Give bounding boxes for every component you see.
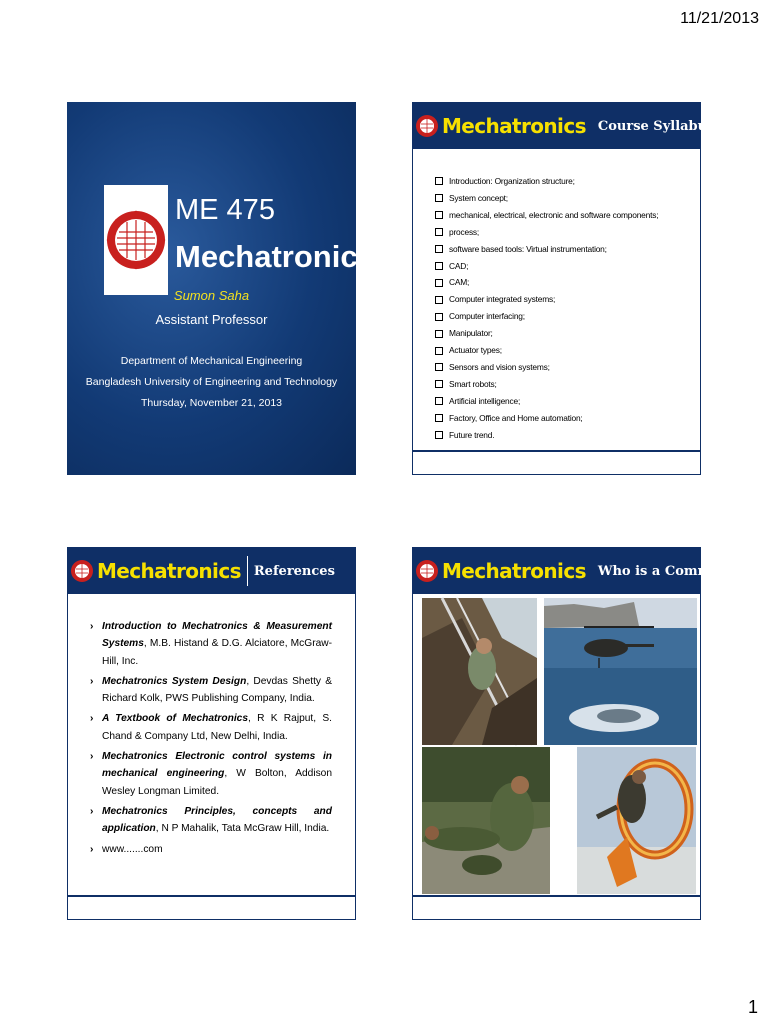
header-brand: Mechatronics xyxy=(97,559,241,583)
list-item: Factory, Office and Home automation; xyxy=(435,410,658,427)
photo-soldiers-crawling xyxy=(422,747,550,894)
list-item: CAM; xyxy=(435,274,658,291)
reference-item: › www.......com xyxy=(90,841,332,858)
references-slide xyxy=(67,547,356,920)
title-slide xyxy=(67,102,375,475)
university: Bangladesh University of Engineering and Technology xyxy=(85,376,338,388)
list-item: Manipulator; xyxy=(435,325,658,342)
buet-logo-icon xyxy=(415,107,439,145)
slide-title: Who is a Commando? xyxy=(597,563,755,579)
slide-title: References xyxy=(253,563,335,579)
course-code: ME 475 xyxy=(175,194,275,226)
chevron-right-icon: › xyxy=(90,751,94,763)
syllabus-list xyxy=(435,173,658,444)
header-divider xyxy=(247,556,248,586)
syllabus-slide xyxy=(412,102,715,475)
checkbox-bullet-icon xyxy=(435,330,443,338)
slide-footer xyxy=(413,895,700,919)
list-item: Artificial intelligence; xyxy=(435,393,658,410)
reference-item: › Mechatronics System Design, Devdas Shetty & Richard Kolk, PWS Publishing Company, India. xyxy=(90,673,332,708)
page-date: 11/21/2013 xyxy=(680,10,759,27)
buet-logo xyxy=(104,185,168,295)
list-item: Introduction: Organization structure; xyxy=(435,173,658,190)
checkbox-bullet-icon xyxy=(435,262,443,270)
buet-logo-icon xyxy=(415,552,439,590)
reference-item: › A Textbook of Mechatronics, R K Rajput, S. Chand & Company Ltd, New Delhi, India. xyxy=(90,710,332,745)
chevron-right-icon: › xyxy=(90,713,94,725)
list-item: process; xyxy=(435,224,658,241)
page-number: 1 xyxy=(747,997,758,1017)
reference-item: › Introduction to Mechatronics & Measurement Systems, M.B. Histand & D.G. Alciatore, McGraw-Hill, Inc. xyxy=(90,618,332,670)
chevron-right-icon: › xyxy=(90,805,94,817)
checkbox-bullet-icon xyxy=(435,194,443,202)
checkbox-bullet-icon xyxy=(435,414,443,422)
checkbox-bullet-icon xyxy=(435,363,443,371)
checkbox-bullet-icon xyxy=(435,380,443,388)
slide-footer xyxy=(413,450,700,474)
presenter-name: Sumon Saha xyxy=(173,288,250,303)
checkbox-bullet-icon xyxy=(435,228,443,236)
reference-item: › Mechatronics Principles, concepts and application, N P Mahalik, Tata McGraw Hill, India. xyxy=(90,803,332,838)
checkbox-bullet-icon xyxy=(435,296,443,304)
list-item: Computer interfacing; xyxy=(435,308,658,325)
checkbox-bullet-icon xyxy=(435,211,443,219)
department: Department of Mechanical Engineering xyxy=(120,355,303,367)
list-item: mechanical, electrical, electronic and software components; xyxy=(435,207,658,224)
slide-header xyxy=(68,548,355,594)
header-brand: Mechatronics xyxy=(442,559,586,583)
checkbox-bullet-icon xyxy=(435,313,443,321)
list-item: System concept; xyxy=(435,190,658,207)
slide-header xyxy=(413,548,755,594)
checkbox-bullet-icon xyxy=(435,279,443,287)
checkbox-bullet-icon xyxy=(435,177,443,185)
presenter-position: Assistant Professor xyxy=(155,312,268,327)
presentation-date: Thursday, November 21, 2013 xyxy=(140,397,283,409)
chevron-right-icon: › xyxy=(90,621,94,632)
photo-rope-climb xyxy=(422,598,537,745)
commando-slide xyxy=(412,547,755,920)
list-item: Sensors and vision systems; xyxy=(435,359,658,376)
buet-logo-icon xyxy=(70,552,94,590)
checkbox-bullet-icon xyxy=(435,431,443,439)
chevron-right-icon: › xyxy=(90,843,94,855)
list-item: Actuator types; xyxy=(435,342,658,359)
checkbox-bullet-icon xyxy=(435,397,443,405)
header-brand: Mechatronics xyxy=(442,114,586,138)
references-list xyxy=(90,618,332,861)
slide-header xyxy=(413,103,715,149)
slide-title: Course Syllabus xyxy=(597,118,715,134)
chevron-right-icon: › xyxy=(90,675,94,687)
photo-fire-ring xyxy=(577,747,696,894)
course-name: Mechatronics xyxy=(175,239,375,274)
list-item: software based tools: Virtual instrumentation; xyxy=(435,241,658,258)
checkbox-bullet-icon xyxy=(435,347,443,355)
list-item: Future trend. xyxy=(435,427,658,444)
checkbox-bullet-icon xyxy=(435,245,443,253)
photo-helicopter xyxy=(544,598,697,745)
reference-item: › Mechatronics Electronic control systems in mechanical engineering, W Bolton, Addison Wesley Longman Limited. xyxy=(90,748,332,800)
list-item: Smart robots; xyxy=(435,376,658,393)
slide-footer xyxy=(68,895,355,919)
list-item: CAD; xyxy=(435,258,658,275)
list-item: Computer integrated systems; xyxy=(435,291,658,308)
